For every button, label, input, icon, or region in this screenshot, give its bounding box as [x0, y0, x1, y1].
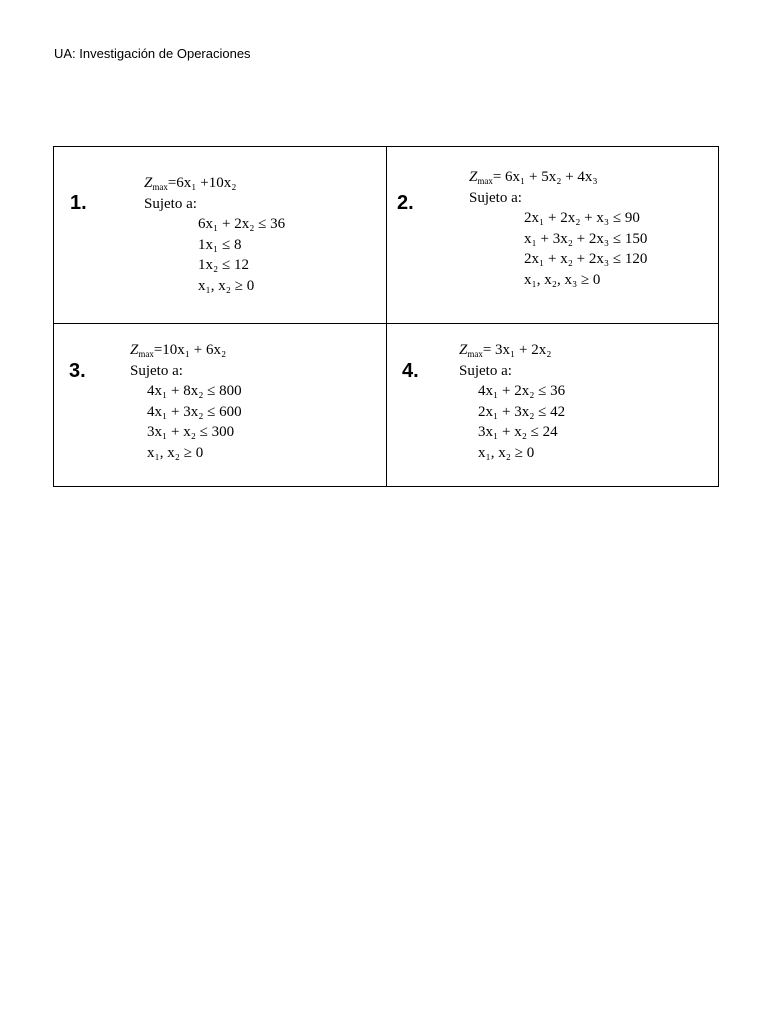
problem-math — [130, 340, 242, 463]
constraint: 4x₁ + 8x₂ ≤ 800 — [147, 383, 242, 399]
objective-expression: =10x₁ + 6x₂ — [153, 342, 227, 358]
problem-cell-2 — [387, 147, 718, 324]
objective-variable: Z — [459, 342, 468, 358]
document-header: UA: Investigación de Operaciones — [54, 46, 251, 61]
subject-to-label: Sujeto a: — [130, 362, 183, 379]
problem-cell-4 — [387, 324, 718, 486]
constraint: 3x₁ + x₂ ≤ 24 — [478, 424, 558, 440]
objective-function — [469, 167, 647, 188]
constraint: x₁ + 3x₂ + 2x₃ ≤ 150 — [524, 230, 648, 247]
objective-expression: = 3x₁ + 2x₂ — [482, 342, 552, 358]
problems-table — [53, 146, 719, 487]
problem-math — [459, 340, 565, 463]
objective-subscript: max — [467, 349, 483, 359]
objective-subscript: max — [138, 349, 154, 359]
constraint: 1x₂ ≤ 12 — [198, 257, 249, 273]
constraint: 4x₁ + 2x₂ ≤ 36 — [478, 383, 566, 399]
problem-math — [144, 173, 285, 296]
objective-subscript: max — [477, 176, 493, 186]
objective-expression: =6x₁ +10x₂ — [167, 175, 237, 191]
constraint: 3x₁ + x₂ ≤ 300 — [147, 424, 235, 440]
subject-to-label: Sujeto a: — [469, 189, 522, 206]
constraint: 2x₁ + 2x₂ + x₃ ≤ 90 — [524, 210, 640, 226]
constraint: x₁, x₂ ≥ 0 — [147, 444, 204, 461]
objective-function — [459, 340, 565, 361]
subject-to-label: Sujeto a: — [144, 195, 197, 212]
problem-number: 3. — [69, 360, 86, 382]
objective-function — [144, 173, 285, 194]
constraint: 2x₁ + x₂ + 2x₃ ≤ 120 — [524, 251, 648, 267]
objective-expression: = 6x₁ + 5x₂ + 4x₃ — [492, 169, 598, 185]
constraint: 1x₁ ≤ 8 — [198, 236, 242, 253]
problem-cell-3 — [54, 324, 387, 486]
constraint: x₁, x₂ ≥ 0 — [478, 444, 535, 461]
constraint: 2x₁ + 3x₂ ≤ 42 — [478, 403, 566, 420]
constraint: 6x₁ + 2x₂ ≤ 36 — [198, 216, 286, 232]
subject-to-label: Sujeto a: — [459, 362, 512, 379]
problem-number: 4. — [402, 360, 419, 382]
constraint: x₁, x₂ ≥ 0 — [198, 277, 255, 294]
constraint: x₁, x₂, x₃ ≥ 0 — [524, 271, 601, 288]
objective-variable: Z — [144, 175, 153, 191]
objective-variable: Z — [130, 342, 139, 358]
problem-number: 1. — [70, 192, 87, 214]
constraint: 4x₁ + 3x₂ ≤ 600 — [147, 403, 242, 420]
problem-cell-1 — [54, 147, 387, 324]
objective-variable: Z — [469, 169, 478, 185]
objective-subscript: max — [152, 182, 168, 192]
problem-number: 2. — [397, 192, 414, 214]
objective-function — [130, 340, 242, 361]
problem-math — [469, 167, 647, 290]
